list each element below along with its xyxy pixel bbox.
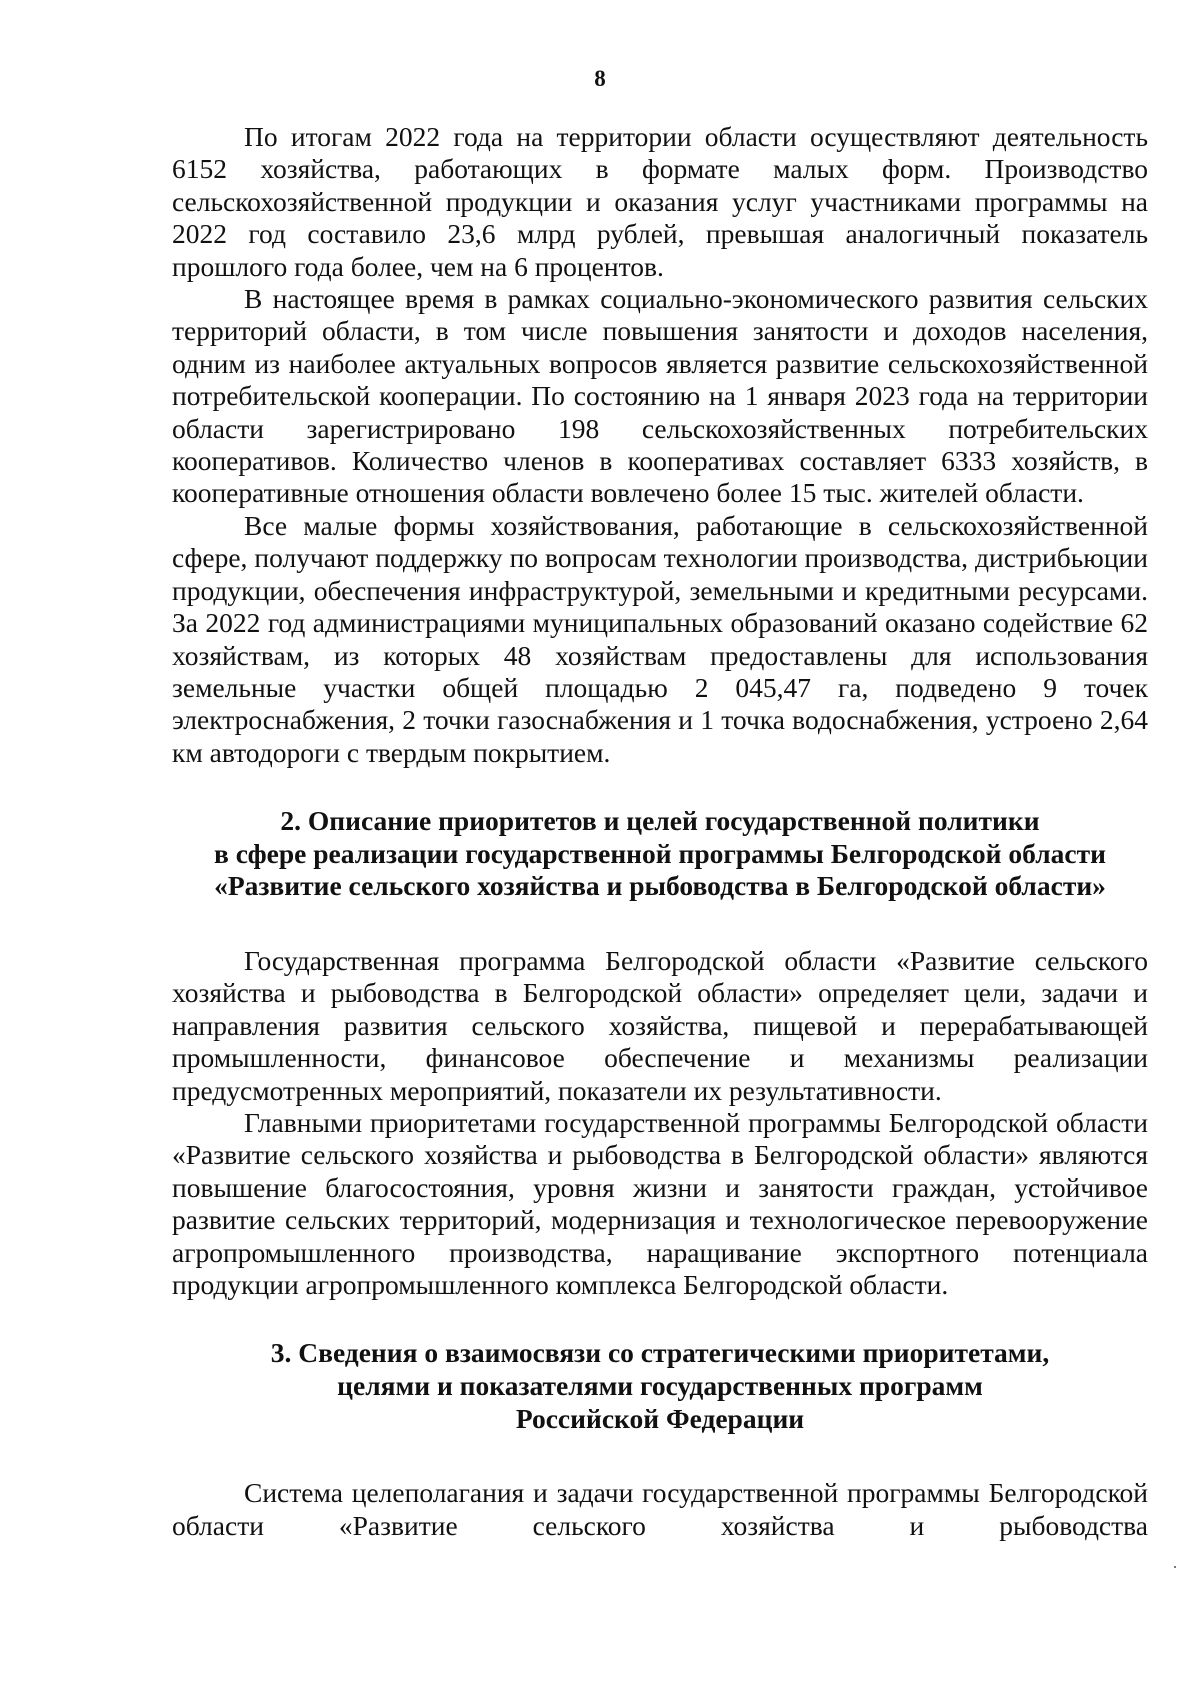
scan-speck bbox=[1174, 1566, 1176, 1568]
heading-line: целями и показателями государственных программ bbox=[337, 1369, 983, 1401]
paragraph-cooperation: В настоящее время в рамках социально-экономического развития сельских территорий области, в том числе повышения занятости и доходов населения, одним из наиболее актуальных вопросов является развитие сельскохозяйственной потребительской кооперации. По состоянию на 1 января 2023 года на территории области зарегистрировано 198 сельскохозяйственных потребительских кооперативов. Количество членов в кооперативах составляет 6333 хозяйств, в кооперативные отношения области вовлечено более 15 тыс. жителей области. bbox=[172, 283, 1148, 509]
section-3-heading bbox=[172, 1337, 1148, 1435]
page-number: 8 bbox=[594, 66, 606, 91]
heading-line: в сфере реализации государственной программы Белгородской области bbox=[214, 837, 1106, 869]
heading-line: 2. Описание приоритетов и целей государственной политики bbox=[280, 805, 1040, 837]
document-body bbox=[172, 121, 1148, 1542]
paragraph-support: Все малые формы хозяйствования, работающие в сельскохозяйственной сфере, получают поддержку по вопросам технологии производства, дистрибьюции продукции, обеспечения инфраструктурой, земельными и кредитными ресурсами. За 2022 год администрациями муниципальных образований оказано содействие 62 хозяйствам, из которых 48 хозяйствам предоставлены для использования земельные участки общей площадью 2 045,47 га, подведено 9 точек электроснабжения, 2 точки газоснабжения и 1 точка водоснабжения, устроено 2,64 км автодороги с твердым покрытием. bbox=[172, 509, 1148, 768]
paragraph-goal-setting: Система целеполагания и задачи государственной программы Белгородской области «Развитие сельского хозяйства и рыбоводства bbox=[172, 1477, 1148, 1541]
heading-line: Российской Федерации bbox=[515, 1402, 805, 1434]
paragraph-program-goals: Государственная программа Белгородской области «Развитие сельского хозяйства и рыбоводства в Белгородской области» определяет цели, задачи и направления развития сельского хозяйства, пищевой и перерабатывающей промышленности, финансовое обеспечение и механизмы реализации предусмотренных мероприятий, показатели их результативности. bbox=[172, 944, 1148, 1106]
paragraph-small-farms: По итогам 2022 года на территории области осуществляют деятельность 6152 хозяйства, работающих в формате малых форм. Производство сельскохозяйственной продукции и оказания услуг участниками программы на 2022 год составило 23,6 млрд рублей, превышая аналогичный показатель прошлого года более, чем на 6 процентов. bbox=[172, 121, 1148, 282]
section-2-heading bbox=[172, 805, 1148, 903]
paragraph-program-priorities: Главными приоритетами государственной программы Белгородской области «Развитие сельского хозяйства и рыбоводства в Белгородской области» являются повышение благосостояния, уровня жизни и занятости граждан, устойчивое развитие сельских территорий, модернизация и технологическое перевооружение агропромышленного производства, наращивание экспортного потенциала продукции агропромышленного комплекса Белгородской области. bbox=[172, 1106, 1148, 1300]
heading-line: «Развитие сельского хозяйства и рыбоводства в Белгородской области» bbox=[214, 870, 1106, 902]
heading-line: 3. Сведения о взаимосвязи со стратегическими приоритетами, bbox=[270, 1337, 1050, 1369]
